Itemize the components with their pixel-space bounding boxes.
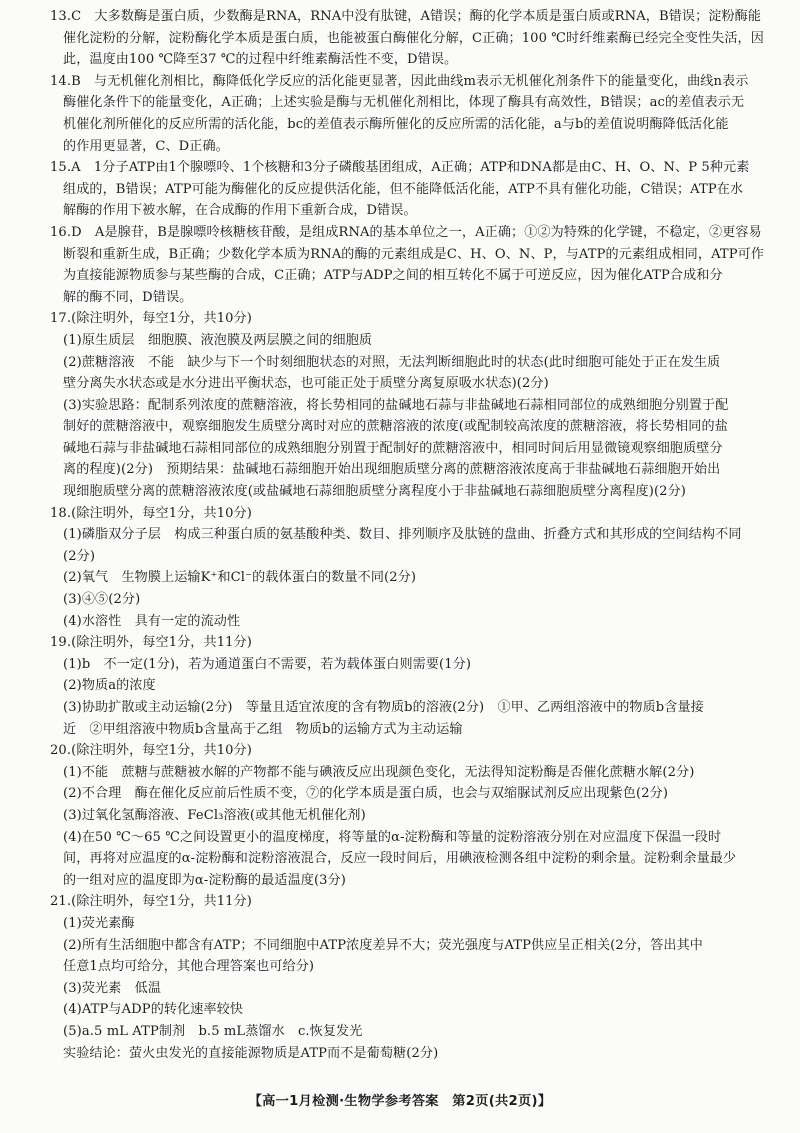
answer-line: (3)实验思路：配制系列浓度的蔗糖溶液，将长势相同的盐碱地石蒜与非盐碱地石蒜相同部位的成熟细胞分别置于配 xyxy=(63,397,729,413)
answer-content xyxy=(50,6,766,1064)
answer-line: 18.(除注明外，每空1分，共10分) xyxy=(50,505,252,521)
answer-line: (5)a.5 mL ATP制剂 b.5 mL蒸馏水 c.恢复发光 xyxy=(63,1023,363,1039)
answer-line: 解酶的作用下被水解，在合成酶的作用下重新合成，D错误。 xyxy=(63,203,417,219)
answer-line: (1)荧光素酶 xyxy=(63,915,135,931)
answer-line: 此，温度由100 ℃降至37 ℃的过程中纤维素酶活性不变，D错误。 xyxy=(63,52,458,68)
answer-line: 19.(除注明外，每空1分，共11分) xyxy=(50,635,252,651)
answer-line: 的一组对应的温度即为α-淀粉酶的最适温度(3分) xyxy=(63,872,346,888)
answer-line: (2)所有生活细胞中都含有ATP；不同细胞中ATP浓度差异不大；荧光强度与ATP供应呈正相关(2分，答出其中 xyxy=(63,937,703,953)
answer-line: 15.A 1分子ATP由1个腺嘌呤、1个核糖和3分子磷酸基团组成，A正确；ATP和DNA都是由C、H、O、N、P 5种元素 xyxy=(50,160,750,176)
answer-entry-q18 xyxy=(50,503,766,633)
answer-line: (3)荧光素 低温 xyxy=(63,980,162,996)
answer-line: (2)物质a的浓度 xyxy=(63,678,156,694)
answer-line: (2)蔗糖溶液 不能 缺少与下一个时刻细胞状态的对照，无法判断细胞此时的状态(此时细胞可能处于正在发生质 xyxy=(63,354,721,370)
answer-line: (1)b 不一定(1分)，若为通道蛋白不需要，若为载体蛋白则需要(1分) xyxy=(63,656,472,672)
answer-line: 21.(除注明外，每空1分，共11分) xyxy=(50,894,252,910)
answer-line: 13.C 大多数酶是蛋白质，少数酶是RNA，RNA中没有肽键，A错误；酶的化学本质是蛋白质或RNA，B错误；淀粉酶能 xyxy=(50,9,762,24)
answer-line: 解的酶不同，D错误。 xyxy=(63,289,193,305)
answer-line: (4)在50 ℃～65 ℃之间设置更小的温度梯度，将等量的α-淀粉酶和等量的淀粉溶液分别在对应温度下保温一段时 xyxy=(63,829,722,845)
answer-line: (1)磷脂双分子层 构成三种蛋白质的氨基酸种类、数目、排列顺序及肽链的盘曲、折叠方式和其形成的空间结构不同 xyxy=(63,527,742,543)
answer-entry-q20 xyxy=(50,740,766,891)
answer-line: 催化淀粉的分解，淀粉酶化学本质是蛋白质，也能被蛋白酶催化分解，C正确；100 ℃时纤维素酶已经完全变性失活，因 xyxy=(63,30,764,46)
answer-line: 16.D A是腺苷，B是腺嘌呤核糖核苷酸，是组成RNA的基本单位之一，A正确；①②为特殊的化学键，不稳定，②更容易 xyxy=(50,224,762,240)
page-footer: 【高一1月检测·生物学参考答案 第2页(共2页)】 xyxy=(248,1094,552,1109)
answer-entry-q13 xyxy=(50,6,766,71)
answer-line: 碱地石蒜与非盐碱地石蒜相同部位的成熟细胞分别置于配制好的蔗糖溶液中，相同时间后用显微镜观察细胞质壁分 xyxy=(63,440,723,456)
answer-line: 实验结论：萤火虫发光的直接能源物质是ATP而不是葡萄糖(2分) xyxy=(63,1045,439,1061)
answer-entry-q17 xyxy=(50,308,766,502)
answer-line: (4)水溶性 具有一定的流动性 xyxy=(63,613,241,629)
answer-line: 机催化剂所催化的反应所需的活化能，bc的差值表示酶所催化的反应所需的活化能，a与b的差值说明酶降低活化能 xyxy=(63,116,729,132)
answer-line: 壁分离失水状态或是水分进出平衡状态，也可能正处于质壁分离复原吸水状态)(2分) xyxy=(63,376,549,392)
answer-line: 的作用更显著，C、D正确。 xyxy=(63,138,229,154)
answer-line: (2分) xyxy=(63,548,96,564)
answer-line: 离的程度)(2分) 预期结果：盐碱地石蒜细胞开始出现细胞质壁分离的蔗糖溶液浓度高于非盐碱地石蒜细胞开始出 xyxy=(63,462,721,478)
answer-line: 断裂和重新生成，B正确；少数化学本质为RNA的酶的元素组成是C、H、O、N、P，与ATP的元素组成相同，ATP可作 xyxy=(63,246,765,262)
answer-entry-q16 xyxy=(50,222,766,308)
answer-entry-q14 xyxy=(50,71,766,157)
answer-line: (4)ATP与ADP的转化速率较快 xyxy=(63,1002,244,1018)
answer-entry-q21 xyxy=(50,891,766,1064)
answer-entry-q19 xyxy=(50,632,766,740)
answer-line: (2)不合理 酶在催化反应前后性质不变，⑦的化学本质是蛋白质，也会与双缩脲试剂反应出现紫色(2分) xyxy=(63,786,669,802)
answer-line: (1)原生质层 细胞膜、液泡膜及两层膜之间的细胞质 xyxy=(63,332,373,348)
answer-line: (3)协助扩散或主动运输(2分) 等量且适宜浓度的含有物质b的溶液(2分) ①甲、乙两组溶液中的物质b含量接 xyxy=(63,700,704,715)
answer-line: (3)过氧化氢酶溶液、FeCl₃溶液(或其他无机催化剂) xyxy=(63,807,366,823)
answer-line: 为直接能源物质参与某些酶的合成，C正确；ATP与ADP之间的相互转化不属于可逆反应，因为催化ATP合成和分 xyxy=(63,268,723,284)
answer-line: 现细胞质壁分离的蔗糖溶液浓度(或盐碱地石蒜细胞质壁分离程度小于非盐碱地石蒜细胞质壁分离程度)(2分) xyxy=(63,484,686,500)
answer-line: 近 ②甲组溶液中物质b含量高于乙组 物质b的运输方式为主动运输 xyxy=(63,721,463,737)
answer-line: 酶催化条件下的能量变化，A正确；上述实验是酶与无机催化剂相比，体现了酶具有高效性，B错误；ac的差值表示无 xyxy=(63,95,745,111)
answer-line: 制好的蔗糖溶液中，观察细胞发生质壁分离时对应的蔗糖溶液的浓度(或配制较高浓度的蔗糖溶液，将长势相同的盐 xyxy=(63,419,728,435)
answer-entry-q15 xyxy=(50,157,766,222)
answer-line: (3)④⑤(2分) xyxy=(63,592,141,608)
answer-line: (1)不能 蔗糖与蔗糖被水解的产物都不能与碘液反应出现颜色变化，无法得知淀粉酶是否催化蔗糖水解(2分) xyxy=(63,764,695,780)
answer-line: 任意1点均可给分，其他合理答案也可给分) xyxy=(63,959,315,975)
answer-line: 17.(除注明外，每空1分，共10分) xyxy=(50,311,252,327)
answer-line: 间，再将对应温度的α-淀粉酶和淀粉溶液混合，反应一段时间后，用碘液检测各组中淀粉的剩余量。淀粉剩余量最少 xyxy=(63,851,737,867)
answer-line: 20.(除注明外，每空1分，共10分) xyxy=(50,743,252,759)
answer-line: 组成的，B错误；ATP可能为酶催化的反应提供活化能，但不能降低活化能，ATP不具有催化功能，C错误；ATP在水 xyxy=(63,181,744,197)
answer-line: 14.B 与无机催化剂相比，酶降低化学反应的活化能更显著，因此曲线m表示无机催化剂条件下的能量变化，曲线n表示 xyxy=(50,73,749,89)
answer-line: (2)氧气 生物膜上运输K⁺和Cl⁻的载体蛋白的数量不同(2分) xyxy=(63,570,417,586)
